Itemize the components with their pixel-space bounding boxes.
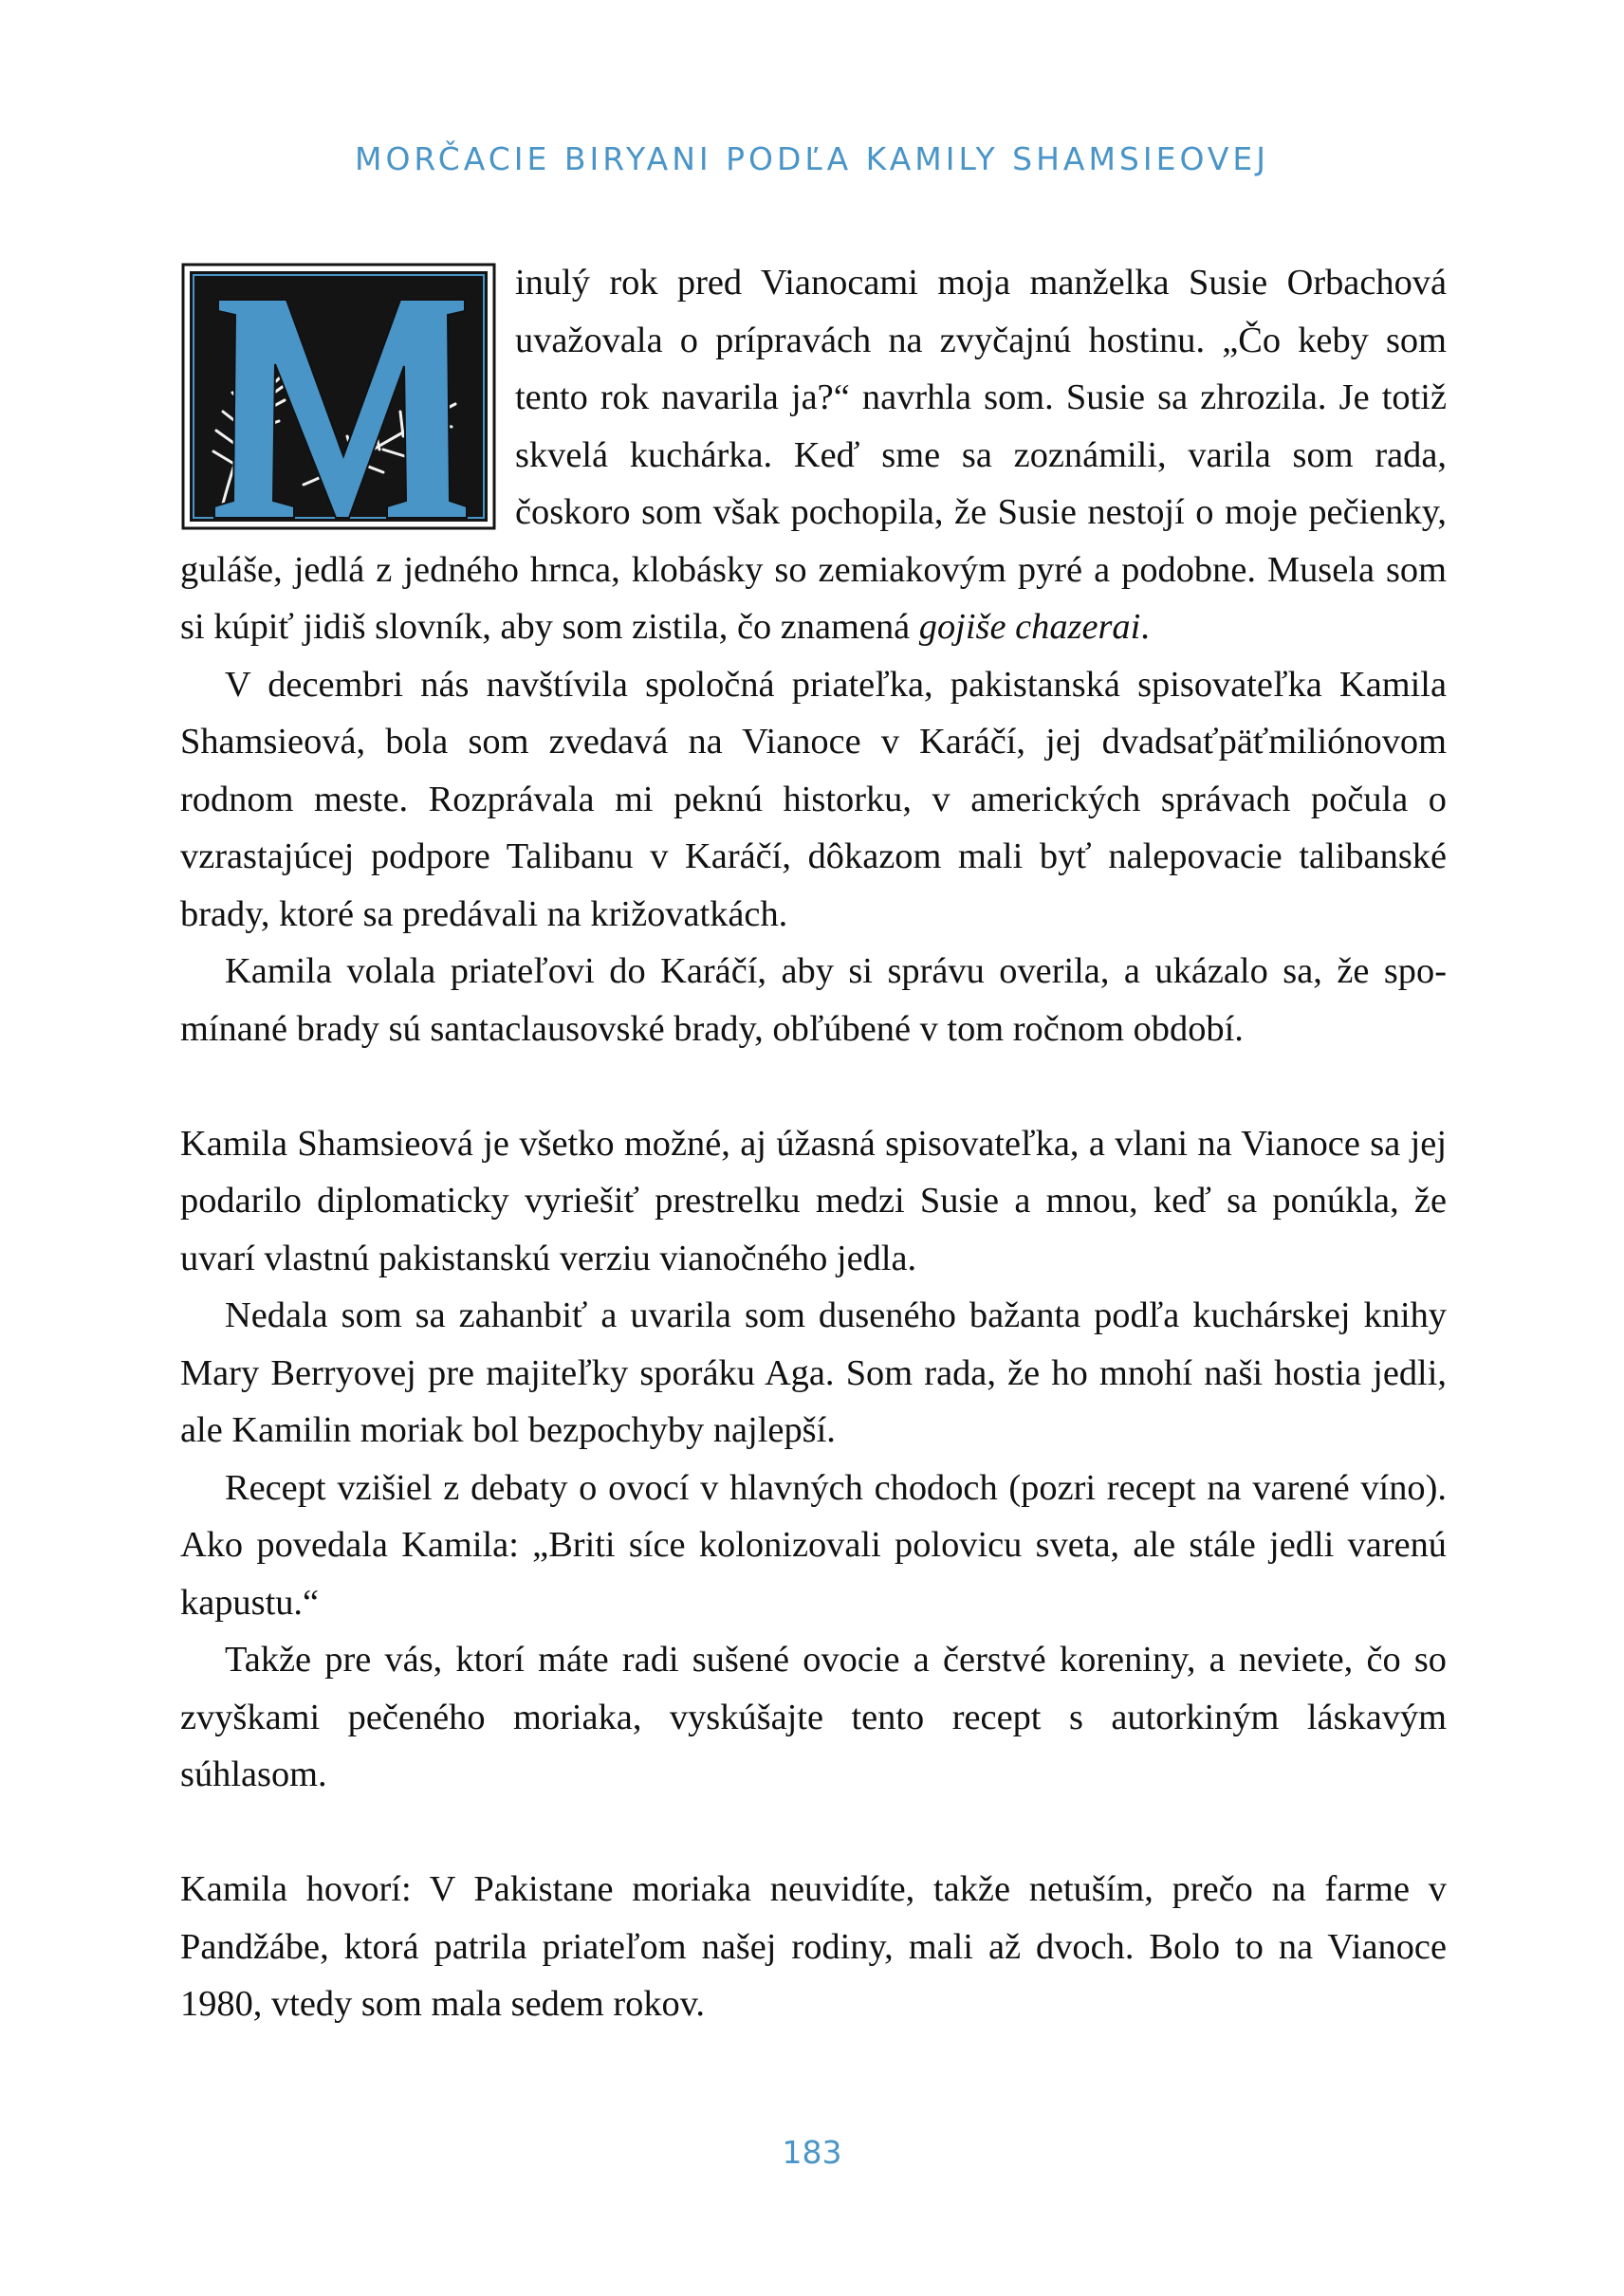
- paragraph-8: Kamila hovorí: V Pakistane moriaka neuvidíte, takže netuším, prečo na farme v Pandžábe, ktorá patrila priateľom našej rodiny, mali až dvoch. Bolo to na Vianoce 1980, vtedy som mala sedem rokov.: [180, 1869, 1447, 2024]
- paragraph-4: Kamila Shamsieová je všetko možné, aj úžasná spisovateľka, a vlani na Vianoce sa jej podarilo diplomaticky vyriešiť prestrelku medzi Susie a mnou, keď sa ponúkla, že uvarí vlastnú pakistanskú verziu vianočného jedla.: [180, 1123, 1447, 1278]
- running-title: MORČACIE BIRYANI PODĽA KAMILY SHAMSIEOVEJ: [354, 140, 1270, 177]
- paragraph-2: V decembri nás navštívila spoločná priateľka, pakistanská spisovateľka Kamila Shamsieová, bola som zvedavá na Vianoce v Karáčí, jej dvadsaťpäťmiliónovom rodnom meste. Rozprávala mi peknú historku, v amerických správach počula o vzrastajúcej podpore Talibanu v Karáčí, dôkazom mali byť nalepovacie talibanské brady, ktoré sa predávali na križovatkách.: [180, 664, 1447, 934]
- yiddish-phrase: gojiše chazerai: [918, 607, 1141, 647]
- main-text: [180, 254, 1447, 2033]
- paragraph-1-text: inulý rok pred Vianocami moja manželka Susie Orbachová uvažovala o prípravách na zvyčajnú hostinu. „Čo keby som tento rok navarila ja?“ navrhla som. Susie sa zhrozila. Je totiž skvelá kuchárka. Keď sme sa zoznámili, varila som rada, čoskoro som však pochopila, že Susie nestojí o moje pečienky, guláše, jedlá z jedného hrnca, klobásky so zemiakovým pyré a podobne. Musela som si kúpiť jidiš slovník, aby som zistila, čo znamená: [180, 263, 1447, 647]
- drop-cap-m-icon: [180, 262, 497, 531]
- paragraph-7: Takže pre vás, ktorí máte radi sušené ovocie a čerstvé koreniny, a neviete, čo so zvyškami pečeného moriaka, vyskúšajte tento recept s autorkiným láskavým súhlasom.: [180, 1640, 1447, 1794]
- paragraph-6: Recept vzišiel z debaty o ovocí v hlavných chodoch (pozri recept na varené víno). Ako povedala Kamila: „Briti síce kolonizovali polovicu sveta, ale stále jedli varenú kapustu.“: [180, 1467, 1447, 1623]
- paragraph-3: Kamila volala priateľovi do Karáčí, aby si správu overila, a ukázalo sa, že spomínané brady sú santaclausovské brady, obľúbené v tom ročnom období.: [180, 951, 1447, 1049]
- paragraph-5: Nedala som sa zahanbiť a uvarila som duseného bažanta podľa kuchárskej knihy Mary Berryovej pre majiteľky sporáku Aga. Som rada, že ho mnohí naši hostia jedli, ale Kamilin moriak bol bezpochyby najlepší.: [180, 1295, 1447, 1450]
- page-number: 183: [782, 2134, 842, 2171]
- paragraph-1-end: .: [1140, 607, 1150, 647]
